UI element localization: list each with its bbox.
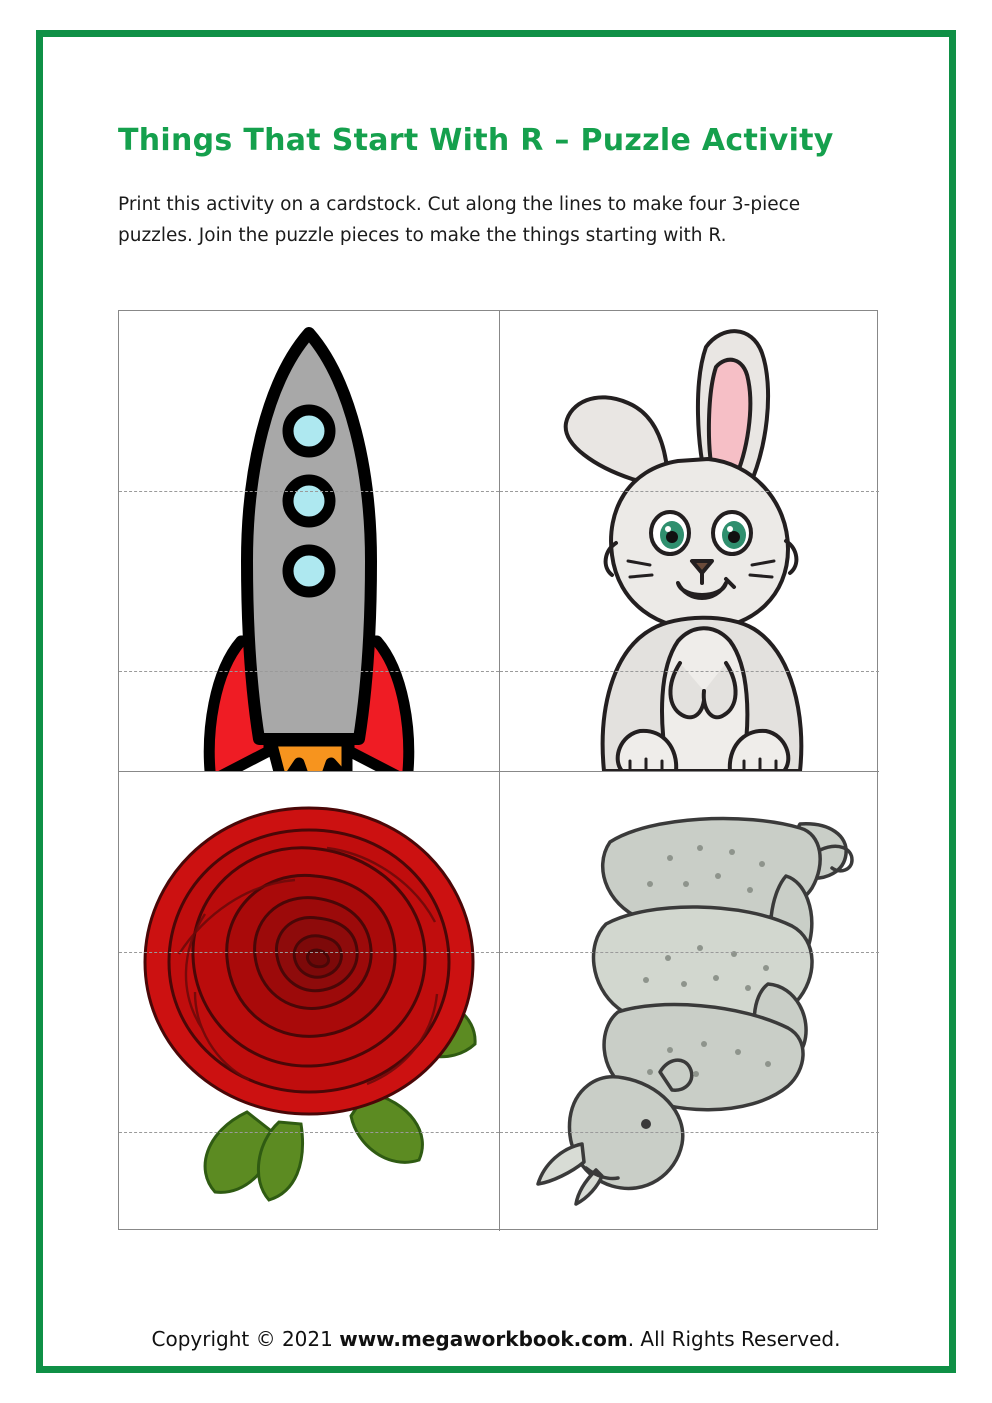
copyright-suffix: . All Rights Reserved. — [627, 1327, 841, 1351]
puzzle-grid — [118, 310, 878, 1230]
copyright-prefix: Copyright © 2021 — [151, 1327, 340, 1351]
cut-line-dashed — [119, 1132, 499, 1133]
cut-line-dashed — [119, 671, 499, 672]
rabbit-illustration — [500, 311, 879, 771]
rose-illustration — [119, 772, 499, 1231]
rhino-illustration — [500, 772, 879, 1231]
cut-line-dashed — [500, 952, 879, 953]
cut-line-dashed — [500, 1132, 879, 1133]
puzzle-cell-rocket — [119, 311, 499, 771]
cut-line-dashed — [500, 491, 879, 492]
site-url: www.megaworkbook.com — [339, 1327, 628, 1351]
puzzle-cell-rhino — [499, 771, 879, 1231]
page-title: Things That Start With R – Puzzle Activity — [118, 123, 834, 158]
cut-line-dashed — [119, 952, 499, 953]
rocket-illustration — [119, 311, 499, 771]
instructions-text: Print this activity on a cardstock. Cut along the lines to make four 3-piece puzzles. Join the puzzle pieces to make the things starting with R. — [118, 194, 801, 246]
puzzle-cell-rabbit — [499, 311, 879, 771]
footer-copyright — [0, 1327, 992, 1351]
cut-line-dashed — [119, 491, 499, 492]
cut-line-dashed — [500, 671, 879, 672]
puzzle-cell-rose — [119, 771, 499, 1231]
